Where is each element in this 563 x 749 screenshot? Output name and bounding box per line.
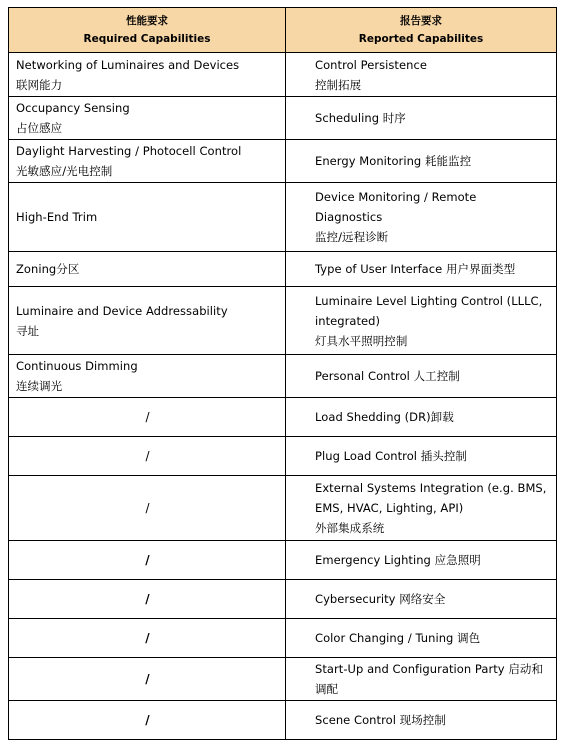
cell-line: Diagnostics [315,210,383,224]
cell-line: Scheduling 时序 [315,111,406,125]
required-cell [9,97,286,140]
cell-line: Cybersecurity 网络安全 [315,592,446,606]
cell-line: 外部集成系统 [315,521,385,535]
reported-cell [286,580,557,619]
cell-line: 连续调光 [16,379,63,393]
header-cn: 性能要求 [126,15,168,27]
reported-cell [286,140,557,183]
cell-line: 占位感应 [16,121,63,135]
cell-line: Zoning分区 [16,262,80,276]
cell-line: Scene Control 现场控制 [315,713,446,727]
table-row [9,541,557,580]
header-en: Required Capabilities [83,33,211,45]
cell-line: 灯具水平照明控制 [315,333,408,348]
slash-mark: / [145,672,150,686]
table-row [9,658,557,701]
required-cell [9,355,286,398]
table-row [9,437,557,476]
cell-line: 调配 [315,682,339,696]
cell-line: Emergency Lighting 应急照明 [315,553,481,567]
required-cell-empty [9,476,286,541]
reported-cell [286,97,557,140]
cell-line: Luminaire and Device Addressability [16,303,228,318]
cell-line: External Systems Integration (e.g. BMS, [315,481,547,495]
reported-cell [286,476,557,541]
capabilities-table [8,7,557,740]
table-row [9,476,557,541]
required-cell-empty [9,398,286,437]
slash-mark: / [145,410,150,424]
header-cn: 报告要求 [400,15,442,27]
cell-line: 光敏感应/光电控制 [16,164,113,178]
required-cell [9,140,286,183]
required-cell-empty [9,619,286,658]
table-row [9,355,557,398]
reported-cell [286,437,557,476]
table-header-row [9,8,557,53]
reported-cell [286,355,557,398]
cell-line: 监控/远程诊断 [315,230,389,244]
reported-cell [286,53,557,97]
table-row [9,619,557,658]
cell-line: 寻址 [16,323,40,338]
cell-line: Occupancy Sensing [16,101,130,115]
table-row [9,580,557,619]
slash-mark: / [145,631,150,645]
required-cell [9,287,286,355]
slash-mark: / [145,501,150,515]
cell-line: 控制拓展 [315,77,362,92]
reported-cell [286,287,557,355]
cell-line: Energy Monitoring 耗能监控 [315,154,472,168]
cell-line: Load Shedding (DR)卸载 [315,410,454,424]
table-row [9,183,557,252]
required-cell-empty [9,658,286,701]
cell-line: integrated) [315,313,381,328]
cell-line: High-End Trim [16,210,98,224]
cell-line: Plug Load Control 插头控制 [315,449,467,463]
cell-line: Control Persistence [315,57,427,72]
cell-line: EMS, HVAC, Lighting, API) [315,501,464,515]
slash-mark: / [145,713,150,727]
table-row [9,140,557,183]
cell-line: Device Monitoring / Remote [315,190,477,204]
cell-line: Continuous Dimming [16,359,138,373]
required-cell-empty [9,701,286,740]
slash-mark: / [145,592,150,606]
slash-mark: / [145,449,150,463]
cell-line: Luminaire Level Lighting Control (LLLC, [315,293,543,308]
required-cell [9,252,286,287]
required-cell-empty [9,541,286,580]
table-row [9,252,557,287]
header-en: Reported Capabilites [358,33,484,45]
cell-line: Networking of Luminaires and Devices [16,57,240,72]
table-row [9,97,557,140]
cell-line: 联网能力 [16,77,63,92]
reported-cell [286,701,557,740]
reported-cell [286,252,557,287]
reported-cell [286,619,557,658]
slash-mark: / [145,553,150,567]
required-cell [9,183,286,252]
required-cell [9,53,286,97]
cell-line: Daylight Harvesting / Photocell Control [16,144,242,158]
required-cell-empty [9,580,286,619]
reported-cell [286,658,557,701]
reported-cell [286,541,557,580]
reported-cell [286,183,557,252]
reported-cell [286,398,557,437]
table-row [9,701,557,740]
header-required-capabilities [9,8,286,53]
cell-line: Color Changing / Tuning 调色 [315,631,481,645]
table-row [9,53,557,97]
table-row [9,287,557,355]
required-cell-empty [9,437,286,476]
table-row [9,398,557,437]
cell-line: Type of User Interface 用户界面类型 [315,262,516,276]
cell-line: Personal Control 人工控制 [315,369,460,383]
header-reported-capabilities [286,8,557,53]
cell-line: Start-Up and Configuration Party 启动和 [315,662,544,676]
